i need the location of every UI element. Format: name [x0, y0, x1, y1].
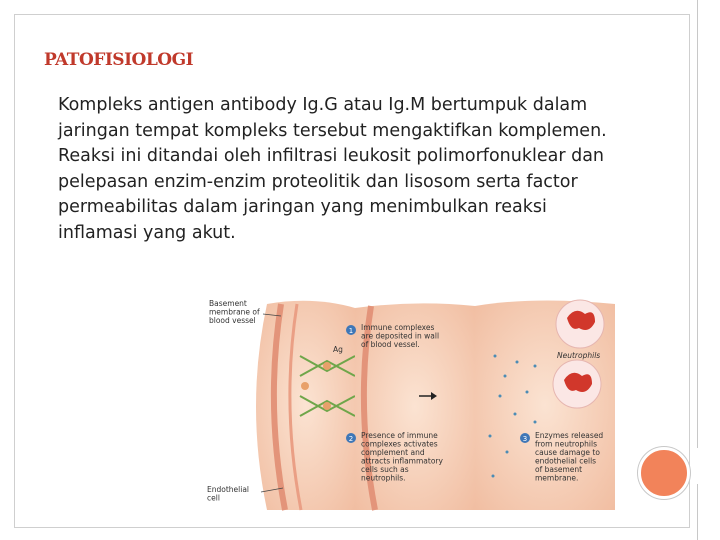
left-panel	[256, 301, 355, 510]
immune-complex-diagram	[205, 296, 625, 516]
svg-text:Presence of immune compl: Presence of immune complexes activates complement and attracts inflammatory cells such as neutrophils.	[361, 431, 443, 483]
neutrophils-label: Neutrophils	[557, 351, 601, 360]
right-divider-bottom	[697, 484, 698, 540]
slide-title: PATOFISIOLOGI	[44, 50, 194, 70]
svg-text:2: 2	[348, 435, 354, 443]
ag-label: Ag	[333, 345, 343, 354]
right-divider-top	[697, 0, 698, 448]
basement-label: Basement membrane of blood vessel	[209, 299, 260, 325]
svg-text:Immune complexes are dep: Immune complexes are deposited in wall of blood vessel.	[361, 323, 440, 349]
slide-body-text: Kompleks antigen antibody Ig.G atau Ig.M bertumpuk dalam jaringan tempat kompleks tersebut mengaktifkan komplemen. Reaksi ini ditandai oleh infiltrasi leukosit polimorfonuklear dan pelepasan enzim-enzim proteolitik dan lisosom serta factor permeabilitas dalam jaringan yang menimbulkan reaksi inflamasi yang akut.	[58, 95, 607, 243]
svg-text:3: 3	[522, 435, 528, 443]
endothelial-label: Endothelial cell	[207, 485, 249, 503]
svg-text:1: 1	[348, 327, 354, 335]
decorative-circle	[638, 447, 690, 499]
svg-text:Enzymes released from ne: Enzymes released from neutrophils cause damage to endothelial cells of basement membrane.	[535, 431, 604, 483]
